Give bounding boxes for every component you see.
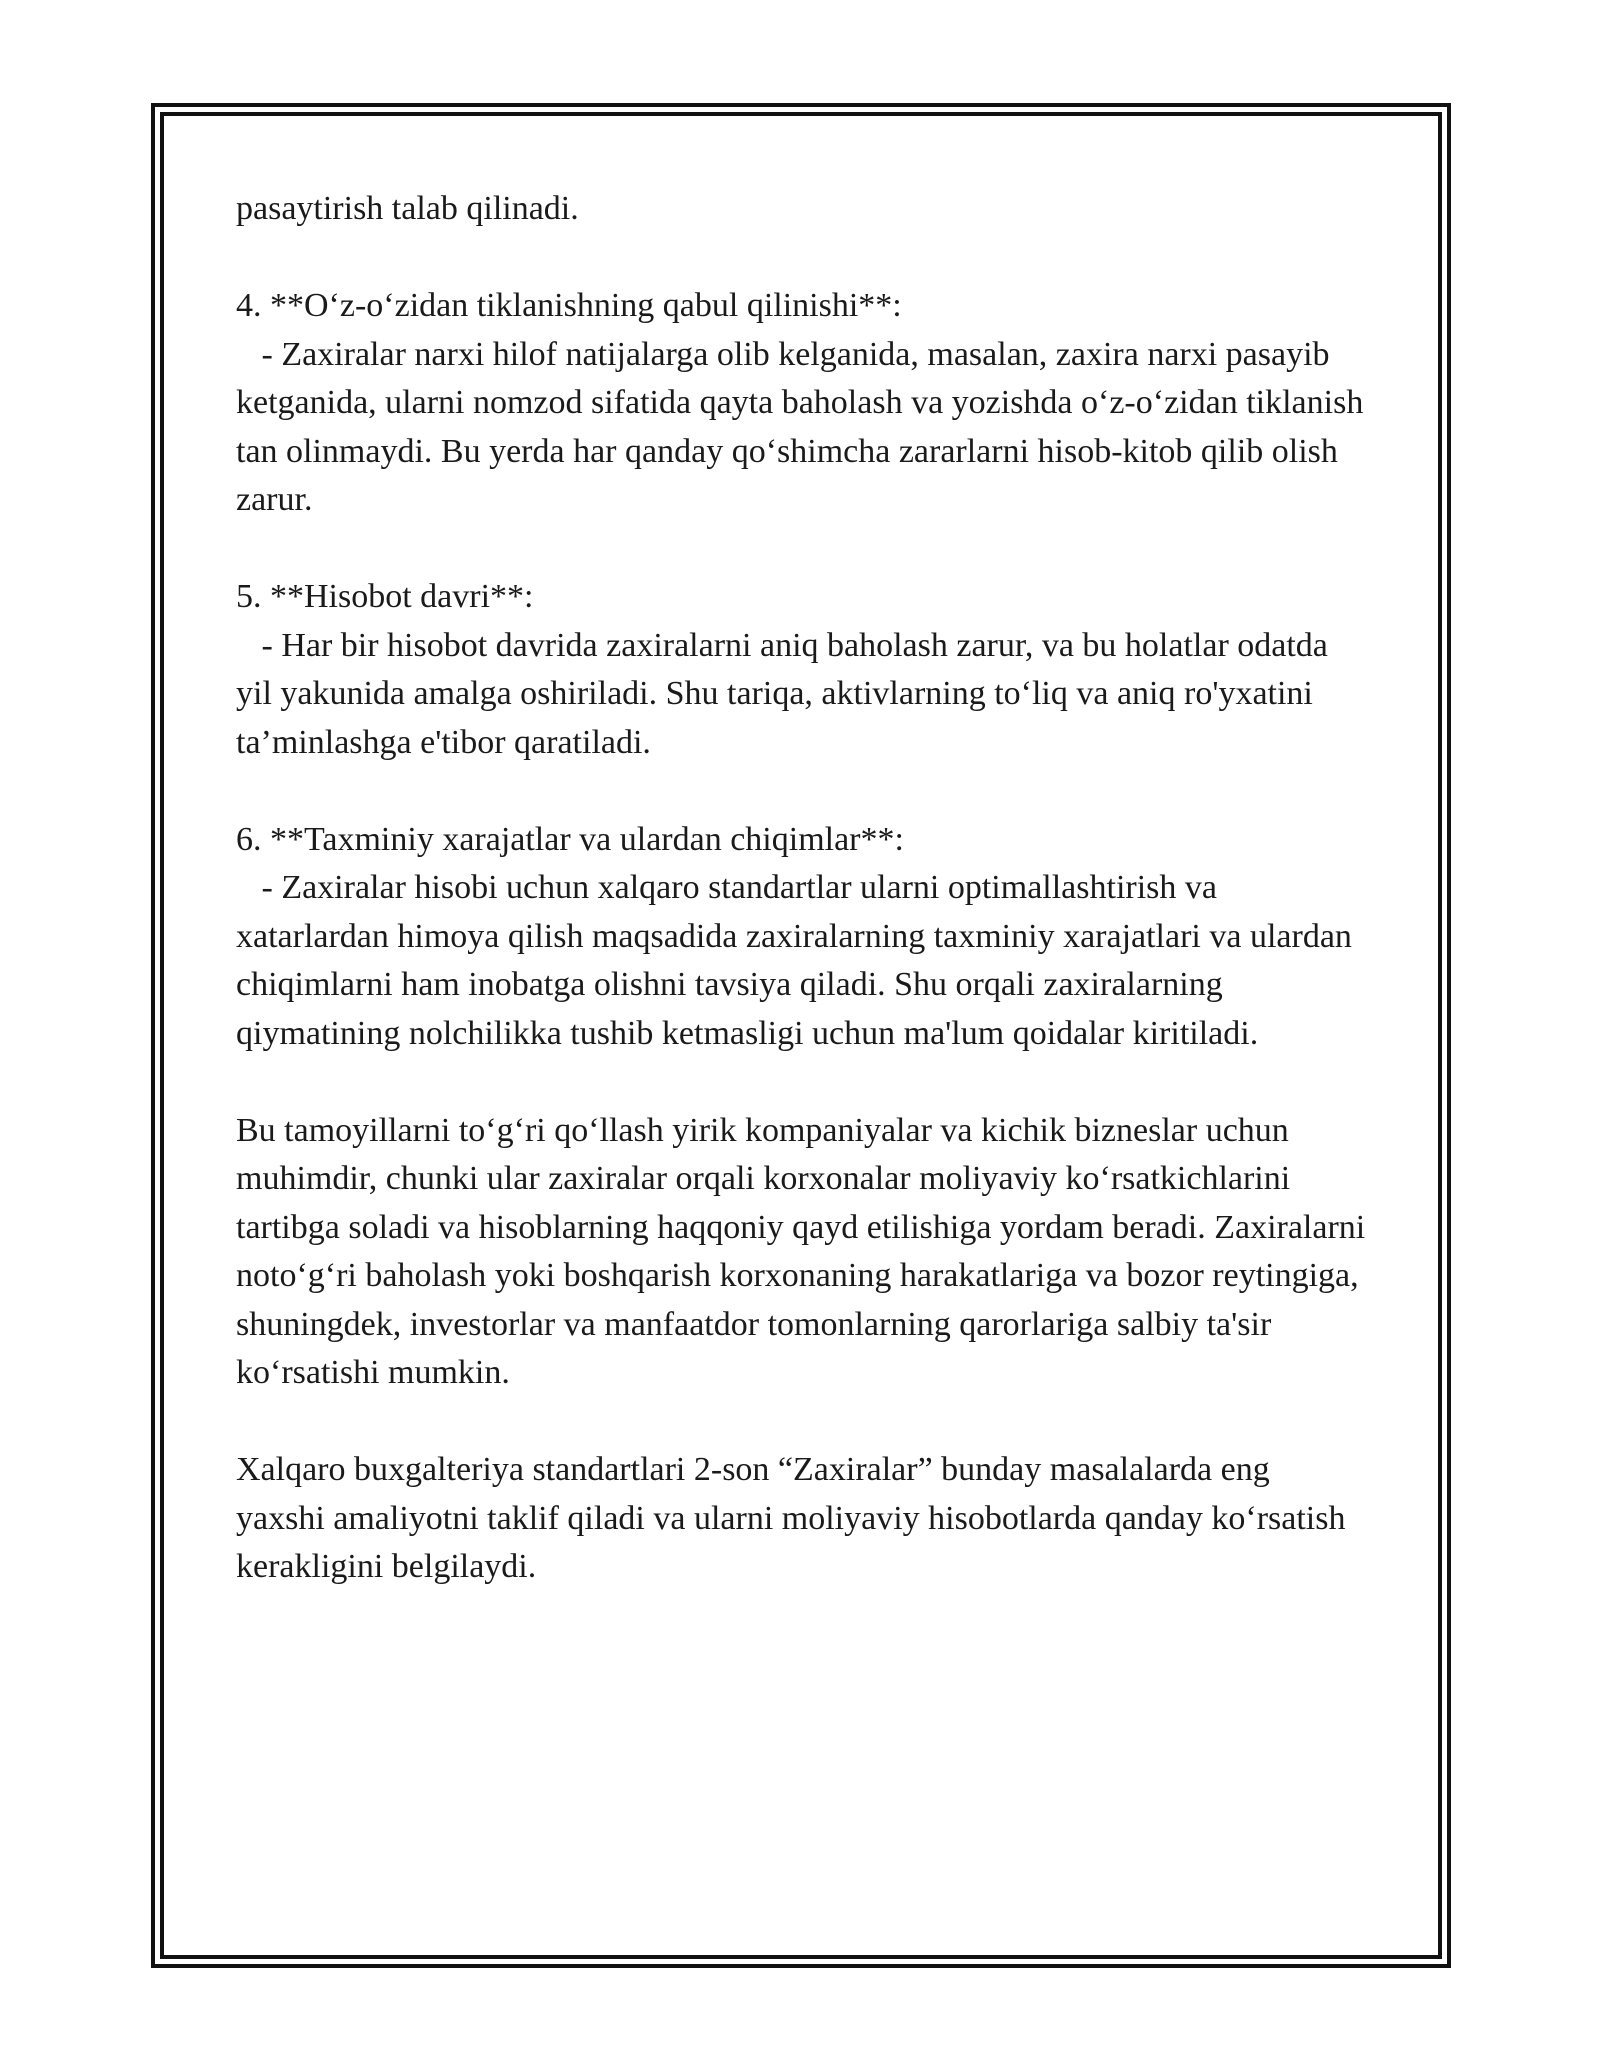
paragraph-gap [236, 767, 1366, 816]
paragraph-gap [236, 1398, 1366, 1447]
document-body [236, 185, 1372, 1592]
intro-line: pasaytirish talab qilinadi. [236, 190, 579, 227]
paragraph-gap [236, 525, 1366, 574]
section-5-body: - Har bir hisobot davrida zaxiralarni aniq baholash zarur, va bu holatlar odatda yil yakunida amalga oshiriladi. Shu tariqa, aktivlarning to‘liq va aniq ro'yxatini ta’minlashga e'tibor qaratiladi. [236, 626, 1337, 761]
paragraph-gap [236, 1058, 1366, 1107]
paragraph-principles: Bu tamoyillarni to‘g‘ri qo‘llash yirik kompaniyalar va kichik bizneslar uchun muhimdir, chunki ular zaxiralar orqali korxonalar moliyaviy ko‘rsatkichlarini tartibga soladi va hisoblarning haqqoniy qayd etilishiga yordam beradi. Zaxiralarni noto‘g‘ri baholash yoki boshqarish korxonaning harakatlariga va bozor reytingiga, shuningdek, investorlar va manfaatdor tomonlarning qarorlariga salbiy ta'sir ko‘rsatishi mumkin. [236, 1111, 1366, 1391]
section-5-heading: 5. **Hisobot davri**: [236, 578, 534, 615]
section-4-body: - Zaxiralar narxi hilof natijalarga olib kelganida, masalan, zaxira narxi pasayib ketganida, ularni nomzod sifatida qayta baholash va yozishda o‘z-o‘zidan tiklanish tan olinmaydi. Bu yerda har qanday qo‘shimcha zararlarni hisob-kitob qilib olish zarur. [236, 335, 1372, 518]
section-4-heading: 4. **O‘z-o‘zidan tiklanishning qabul qilinishi**: [236, 287, 902, 324]
section-6-body: - Zaxiralar hisobi uchun xalqaro standartlar ularni optimallashtirish va xatarlardan himoya qilish maqsadida zaxiralarning taxminiy xarajatlari va ulardan chiqimlarni ham inobatga olishni tavsiya qiladi. Shu orqali zaxiralarning qiymatining nolchilikka tushib ketmasligi uchun ma'lum qoidalar kiritiladi. [236, 869, 1361, 1052]
paragraph-standard: Xalqaro buxgalteriya standartlari 2-son “Zaxiralar” bunday masalalarda eng yaxshi amaliyotni taklif qiladi va ularni moliyaviy hisobotlarda qanday ko‘rsatish kerakligini belgilaydi. [236, 1451, 1346, 1585]
section-6-heading: 6. **Taxminiy xarajatlar va ulardan chiqimlar**: [236, 820, 904, 858]
paragraph-gap [236, 234, 1366, 283]
